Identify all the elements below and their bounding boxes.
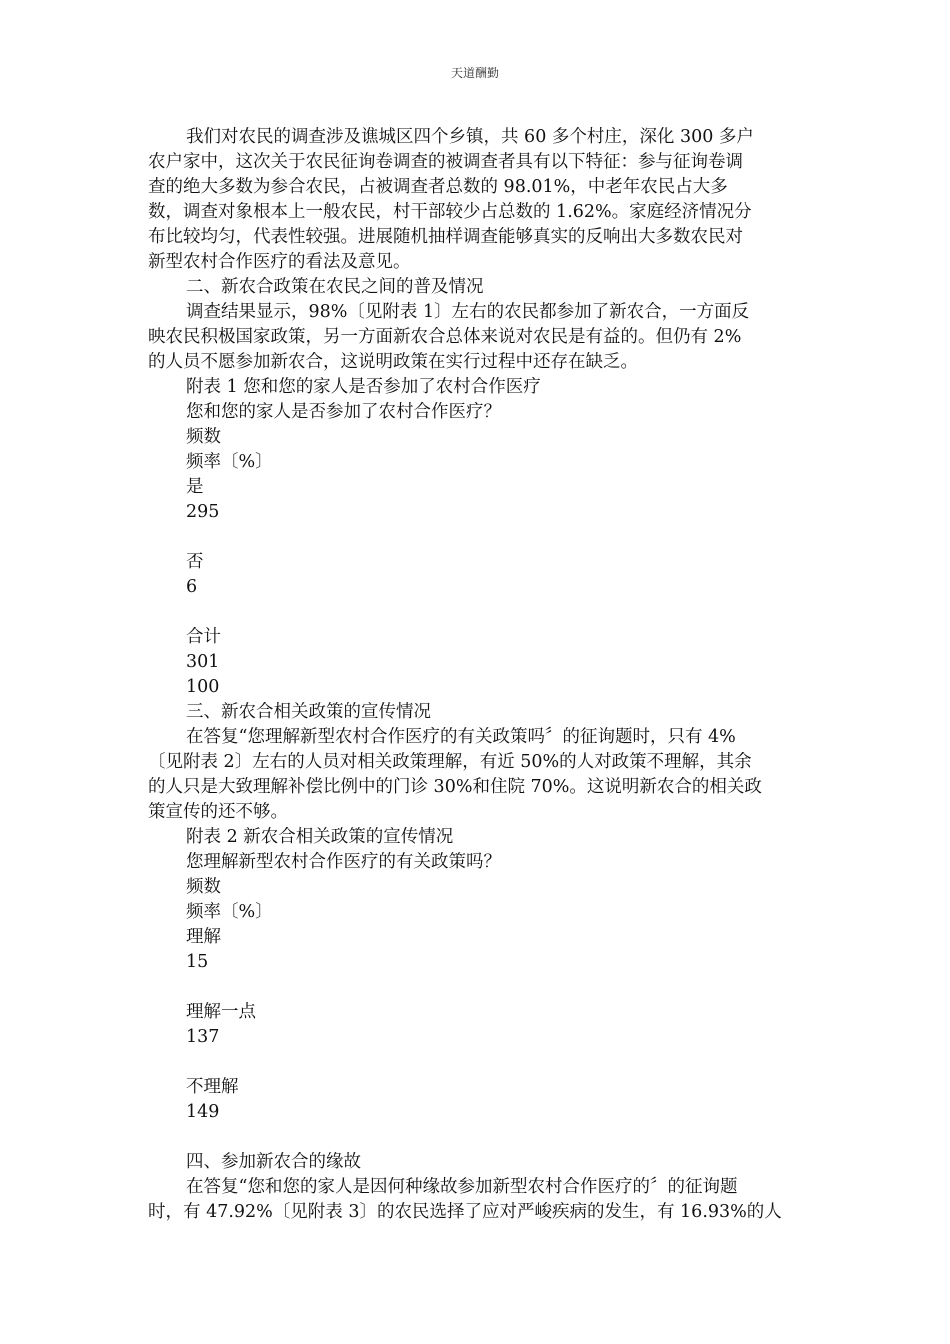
blank-line — [148, 1125, 808, 1150]
text-line: 二、新农合政策在农民之间的普及情况 — [186, 277, 484, 297]
text-line: 四、参加新农合的缘故 — [186, 1152, 361, 1172]
text-line: 频数 — [186, 877, 221, 897]
text-line: 理解一点 — [186, 1002, 256, 1022]
document-body — [148, 125, 808, 1225]
text-line: 不理解 — [186, 1077, 239, 1097]
text-line: 您理解新型农村合作医疗的有关政策吗？ — [186, 852, 501, 872]
text-line: 农户家中，这次关于农民征询卷调查的被调查者具有以下特征：参与征询卷调 — [148, 152, 743, 172]
text-line: 映农民积极国家政策，另一方面新农合总体来说对农民是有益的。但仍有 2% — [148, 327, 742, 347]
blank-line — [148, 525, 808, 550]
text-line: 附表 2 新农合相关政策的宣传情况 — [186, 827, 454, 847]
blank-line — [148, 1050, 808, 1075]
text-line: 布比较均匀，代表性较强。进展随机抽样调查能够真实的反响出大多数农民对 — [148, 227, 743, 247]
text-line: 合计 — [186, 627, 221, 647]
blank-line — [148, 975, 808, 1000]
text-line: 〔见附表 2〕左右的人员对相关政策理解，有近 50%的人对政策不理解，其余 — [148, 752, 752, 772]
text-line: 数，调查对象根本上一般农民，村干部较少占总数的 1.62%。家庭经济情况分 — [148, 202, 752, 222]
text-line: 否 — [186, 552, 204, 572]
page-header: 天道酬勤 — [450, 66, 499, 80]
text-line: 三、新农合相关政策的宣传情况 — [186, 702, 431, 722]
text-line: 时，有 47.92%〔见附表 3〕的农民选择了应对严峻疾病的发生，有 16.93%的人 — [148, 1202, 782, 1222]
text-line: 在答复“您理解新型农村合作医疗的有关政策吗〞的征询题时，只有 4% — [186, 727, 736, 747]
text-line: 调查结果显示，98%〔见附表 1〕左右的农民都参加了新农合，一方面反 — [186, 302, 750, 322]
text-line: 频率〔%〕 — [186, 902, 273, 922]
text-line: 137 — [186, 1027, 220, 1047]
text-line: 295 — [186, 502, 220, 522]
text-line: 您和您的家人是否参加了农村合作医疗？ — [186, 402, 501, 422]
text-line: 6 — [186, 577, 198, 597]
text-line: 理解 — [186, 927, 221, 947]
text-line: 频数 — [186, 427, 221, 447]
text-line: 频率〔%〕 — [186, 452, 273, 472]
text-line: 的人只是大致理解补偿比例中的门诊 30%和住院 70%。这说明新农合的相关政 — [148, 777, 762, 797]
text-line: 301 — [186, 652, 220, 672]
blank-line — [148, 600, 808, 625]
text-line: 149 — [186, 1102, 220, 1122]
text-line: 查的绝大多数为参合农民，占被调查者总数的 98.01%，中老年农民占大多 — [148, 177, 728, 197]
text-line: 是 — [186, 477, 204, 497]
text-line: 我们对农民的调查涉及谯城区四个乡镇，共 60 多个村庄，深化 300 多户 — [186, 127, 754, 147]
text-line: 在答复“您和您的家人是因何种缘故参加新型农村合作医疗的〞的征询题 — [186, 1177, 738, 1197]
text-line: 新型农村合作医疗的看法及意见。 — [148, 252, 411, 272]
text-line: 100 — [186, 677, 220, 697]
text-line: 的人员不愿参加新农合，这说明政策在实行过程中还存在缺乏。 — [148, 352, 638, 372]
text-line: 策宣传的还不够。 — [148, 802, 288, 822]
text-line: 15 — [186, 952, 209, 972]
text-line: 附表 1 您和您的家人是否参加了农村合作医疗 — [186, 377, 541, 397]
